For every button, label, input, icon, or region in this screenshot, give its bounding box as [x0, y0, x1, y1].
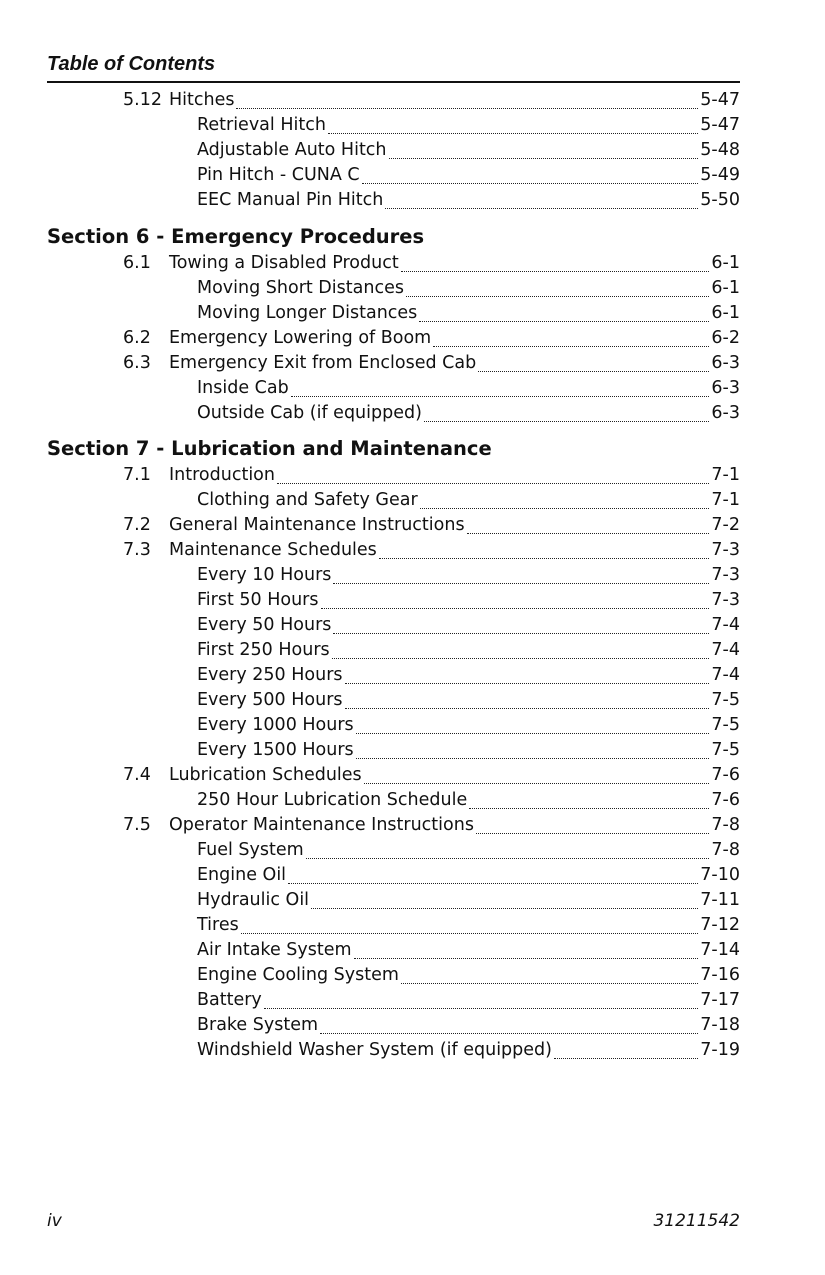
toc-entry-page: 7-4: [711, 615, 740, 635]
dot-leader: [288, 883, 698, 884]
toc-entry[interactable]: [123, 813, 740, 838]
toc-entry-title: Towing a Disabled Product: [169, 253, 399, 273]
toc-entry[interactable]: [123, 463, 740, 488]
toc-entry-title: Every 10 Hours: [197, 565, 332, 585]
dot-leader: [389, 158, 699, 159]
toc-entry-title: Every 1000 Hours: [197, 715, 354, 735]
toc-entry-title: Battery: [197, 990, 262, 1010]
dot-leader: [406, 296, 709, 297]
toc-entry[interactable]: [123, 88, 740, 113]
dot-leader: [469, 808, 709, 809]
toc-entry-page: 7-11: [700, 890, 740, 910]
toc-entry[interactable]: [197, 488, 740, 513]
toc-entry-page: 7-4: [711, 665, 740, 685]
dot-leader: [311, 908, 698, 909]
toc-entry[interactable]: [123, 251, 740, 276]
dot-leader: [467, 533, 710, 534]
toc-entry-page: 7-12: [700, 915, 740, 935]
toc-entry-number: 6.2: [123, 328, 151, 348]
toc-entry[interactable]: [197, 113, 740, 138]
toc-entry[interactable]: [197, 863, 740, 888]
dot-leader: [333, 633, 709, 634]
toc-entry-page: 7-17: [700, 990, 740, 1010]
dot-leader: [277, 483, 709, 484]
toc-entry-title: EEC Manual Pin Hitch: [197, 190, 384, 210]
toc-entry[interactable]: [123, 763, 740, 788]
dot-leader: [476, 833, 709, 834]
toc-entry-page: 7-3: [711, 540, 740, 560]
toc-entry-title: Every 50 Hours: [197, 615, 332, 635]
toc-entry-title: Inside Cab: [197, 378, 289, 398]
toc-entry[interactable]: [197, 376, 740, 401]
toc-entry-title: First 250 Hours: [197, 640, 330, 660]
page-header: [47, 52, 740, 83]
toc-entry[interactable]: [197, 1013, 740, 1038]
toc-entry-title: Maintenance Schedules: [169, 540, 377, 560]
toc-entry-page: 6-3: [711, 353, 740, 373]
toc-entry-page: 6-1: [711, 278, 740, 298]
toc-entry-title: First 50 Hours: [197, 590, 319, 610]
dot-leader: [354, 958, 699, 959]
toc-entry-page: 7-5: [711, 715, 740, 735]
dot-leader: [401, 983, 698, 984]
toc-entry[interactable]: [197, 738, 740, 763]
toc-entry[interactable]: [197, 788, 740, 813]
toc-entry-number: 7.4: [123, 765, 151, 785]
toc-entry-page: 7-6: [711, 765, 740, 785]
dot-leader: [236, 108, 698, 109]
toc-entry-page: 7-3: [711, 590, 740, 610]
toc-entry[interactable]: [197, 301, 740, 326]
toc-entry-title: Brake System: [197, 1015, 319, 1035]
dot-leader: [433, 346, 709, 347]
toc-entry-title: Outside Cab (if equipped): [197, 403, 422, 423]
footer-page-number: iv: [47, 1211, 62, 1231]
toc-entry-title: Retrieval Hitch: [197, 115, 326, 135]
toc-entry-page: 6-2: [711, 328, 740, 348]
toc-entry-title: Engine Cooling System: [197, 965, 399, 985]
dot-leader: [241, 933, 699, 934]
header-title: Table of Contents: [47, 53, 216, 75]
toc-entry-title: Operator Maintenance Instructions: [169, 815, 474, 835]
dot-leader: [420, 508, 710, 509]
toc-entry-title: Every 250 Hours: [197, 665, 343, 685]
toc-entry[interactable]: [197, 588, 740, 613]
dot-leader: [385, 208, 698, 209]
toc-entry[interactable]: [197, 401, 740, 426]
toc-entry-page: 7-8: [711, 815, 740, 835]
toc-entry-page: 7-5: [711, 740, 740, 760]
toc-entry[interactable]: [197, 963, 740, 988]
section-6-heading: Section 6 - Emergency Procedures: [47, 225, 425, 248]
toc-entry[interactable]: [197, 138, 740, 163]
dot-leader: [264, 1008, 699, 1009]
toc-entry-page: 6-1: [711, 303, 740, 323]
toc-entry-title: Lubrication Schedules: [169, 765, 362, 785]
toc-entry[interactable]: [197, 638, 740, 663]
toc-entry-page: 7-18: [700, 1015, 740, 1035]
toc-entry[interactable]: [197, 988, 740, 1013]
dot-leader: [328, 133, 698, 134]
toc-entry-title: Every 1500 Hours: [197, 740, 354, 760]
toc-entry[interactable]: [197, 913, 740, 938]
toc-entry-title: Clothing and Safety Gear: [197, 490, 418, 510]
dot-leader: [424, 421, 709, 422]
toc-entry-page: 7-8: [711, 840, 740, 860]
toc-entry-title: Emergency Lowering of Boom: [169, 328, 432, 348]
toc-entry-title: Moving Longer Distances: [197, 303, 418, 323]
toc-entry-page: 7-14: [700, 940, 740, 960]
dot-leader: [345, 683, 710, 684]
toc-entry-page: 5-47: [700, 90, 740, 110]
dot-leader: [401, 271, 710, 272]
toc-entry-number: 7.1: [123, 465, 151, 485]
toc-entry-page: 6-3: [711, 378, 740, 398]
toc-entry[interactable]: [197, 838, 740, 863]
toc-entry-page: 5-50: [700, 190, 740, 210]
toc-entry-number: 5.12: [123, 90, 162, 110]
toc-entry[interactable]: [197, 713, 740, 738]
toc-entry-page: 7-3: [711, 565, 740, 585]
toc-entry-title: 250 Hour Lubrication Schedule: [197, 790, 468, 810]
toc-entry-number: 7.3: [123, 540, 151, 560]
toc-entry-page: 7-10: [700, 865, 740, 885]
toc-entry-number: 7.2: [123, 515, 151, 535]
toc-entry-title: Introduction: [169, 465, 275, 485]
toc-entry-page: 7-1: [711, 490, 740, 510]
toc-entry[interactable]: [197, 188, 740, 213]
toc-entry-page: 6-1: [711, 253, 740, 273]
toc-entry-number: 6.1: [123, 253, 151, 273]
toc-entry-title: Hydraulic Oil: [197, 890, 310, 910]
toc-entry[interactable]: [197, 276, 740, 301]
dot-leader: [554, 1058, 698, 1059]
section-7-heading: Section 7 - Lubrication and Maintenance: [47, 437, 492, 460]
dot-leader: [419, 321, 709, 322]
toc-entry[interactable]: [197, 1038, 740, 1063]
toc-entry-page: 5-49: [700, 165, 740, 185]
toc-entry-page: 7-16: [700, 965, 740, 985]
toc-entry-title: Engine Oil: [197, 865, 287, 885]
dot-leader: [379, 558, 710, 559]
toc-entry-page: 6-3: [711, 403, 740, 423]
toc-entry-title: Tires: [197, 915, 239, 935]
dot-leader: [320, 1033, 698, 1034]
dot-leader: [364, 783, 710, 784]
dot-leader: [356, 733, 710, 734]
toc-entry-title: Hitches: [169, 90, 235, 110]
dot-leader: [332, 658, 710, 659]
toc-entry-page: 7-4: [711, 640, 740, 660]
toc-entry[interactable]: [197, 888, 740, 913]
toc-entry-number: 6.3: [123, 353, 151, 373]
toc-entry-title: Emergency Exit from Enclosed Cab: [169, 353, 477, 373]
dot-leader: [362, 183, 699, 184]
toc-entry[interactable]: [123, 513, 740, 538]
toc-entry[interactable]: [123, 326, 740, 351]
toc-entry-page: 7-6: [711, 790, 740, 810]
toc-entry-title: Fuel System: [197, 840, 304, 860]
toc-entry-page: 7-19: [700, 1040, 740, 1060]
dot-leader: [478, 371, 709, 372]
toc-entry-title: Adjustable Auto Hitch: [197, 140, 387, 160]
toc-entry[interactable]: [123, 351, 740, 376]
toc-entry[interactable]: [197, 163, 740, 188]
dot-leader: [345, 708, 710, 709]
toc-entry[interactable]: [197, 688, 740, 713]
toc-entry-page: 7-5: [711, 690, 740, 710]
dot-leader: [321, 608, 710, 609]
toc-entry[interactable]: [197, 563, 740, 588]
dot-leader: [291, 396, 710, 397]
dot-leader: [306, 858, 710, 859]
toc-entry-page: 5-47: [700, 115, 740, 135]
toc-entry-page: 7-1: [711, 465, 740, 485]
toc-entry[interactable]: [197, 938, 740, 963]
toc-entry-title: Windshield Washer System (if equipped): [197, 1040, 552, 1060]
toc-entry-title: Pin Hitch - CUNA C: [197, 165, 360, 185]
toc-entry-page: 7-2: [711, 515, 740, 535]
toc-entry[interactable]: [123, 538, 740, 563]
toc-entry[interactable]: [197, 663, 740, 688]
toc-entry-title: General Maintenance Instructions: [169, 515, 465, 535]
toc-entry-title: Air Intake System: [197, 940, 352, 960]
dot-leader: [356, 758, 710, 759]
toc-entry-page: 5-48: [700, 140, 740, 160]
toc-entry-number: 7.5: [123, 815, 151, 835]
toc-entry-title: Moving Short Distances: [197, 278, 404, 298]
footer-doc-number: 31211542: [653, 1211, 740, 1231]
dot-leader: [333, 583, 709, 584]
toc-entry[interactable]: [197, 613, 740, 638]
toc-entry-title: Every 500 Hours: [197, 690, 343, 710]
